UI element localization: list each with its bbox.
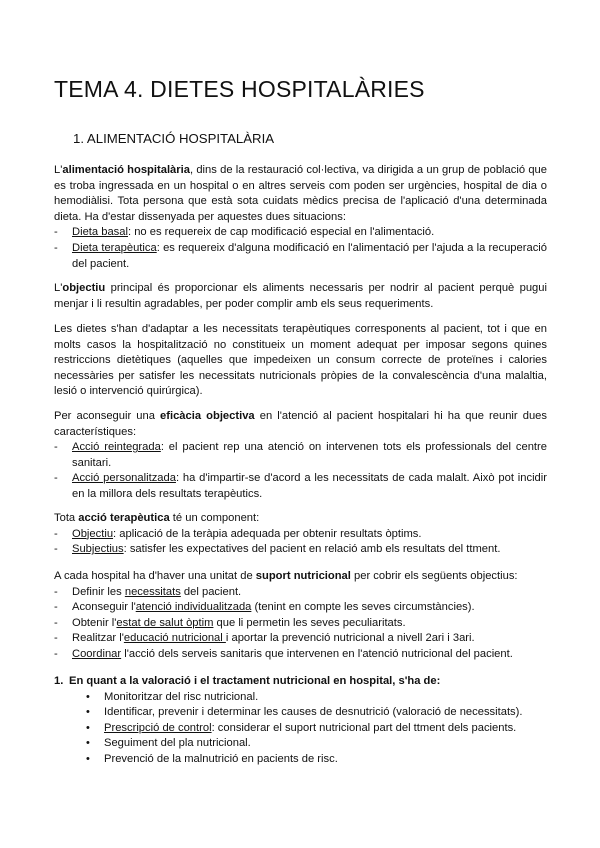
bold-term: objectiu bbox=[62, 282, 106, 294]
paragraph-suport bbox=[54, 569, 547, 663]
underlined-term: necessitats bbox=[124, 585, 181, 598]
text-run: , dins de la restauració col·lectiva, va dirigida a un grup de població que es troba ingressada en un hospital o en altres serveis com poden ser urgències, hospital de dia o hemodiàlisi. Tota persona que està sota cuidats mèdics precisa de l'aplicació d'una determinada dieta. Ha d'estar dissenyada per aquestes dues situacions: bbox=[54, 164, 547, 223]
text-run: l'acció dels serveis sanitaris que intervenen en l'atenció nutricional del pacient. bbox=[121, 647, 513, 660]
underlined-term: Coordinar bbox=[72, 647, 122, 660]
underlined-term: Prescripció de control bbox=[104, 721, 212, 734]
underlined-term: Dieta basal bbox=[72, 226, 128, 239]
list-item bbox=[54, 440, 547, 471]
dash-marker: - bbox=[54, 585, 58, 598]
text-run: : considerar el suport nutricional part del ttment dels pacients. bbox=[211, 721, 517, 734]
paragraph-alimentacio bbox=[54, 163, 547, 272]
dash-marker: - bbox=[54, 241, 58, 254]
bold-term: eficàcia objectiva bbox=[160, 410, 255, 422]
text-run: A cada hospital ha d'haver una unitat de bbox=[54, 570, 256, 582]
text-run: Realitzar l' bbox=[72, 632, 124, 645]
bullet-item bbox=[54, 721, 547, 737]
bullet-marker: • bbox=[86, 706, 90, 719]
underlined-term: estat de salut òptim bbox=[116, 616, 214, 629]
bullet-marker: • bbox=[86, 721, 90, 734]
list-item bbox=[54, 585, 547, 601]
number-marker: 1. bbox=[54, 675, 64, 687]
text-run: té un component: bbox=[169, 512, 260, 524]
text-run: : ha d'impartir-se d'acord a les necessitats de cada malalt. Això pot incidir en la millora dels resultats terapèutics. bbox=[72, 472, 547, 500]
underlined-term: Acció personalitzada bbox=[72, 472, 176, 485]
dash-marker: - bbox=[54, 647, 58, 660]
text-run: L' bbox=[54, 282, 63, 294]
bold-term: suport nutricional bbox=[255, 570, 351, 582]
text-run: Per aconseguir una bbox=[54, 410, 161, 422]
text-run: : satisfer les expectatives del pacient en relació amb els resultats del ttment. bbox=[123, 543, 501, 556]
numbered-heading-text: En quant a la valoració i el tractament nutricional en hospital, s'ha de: bbox=[69, 675, 441, 687]
dash-marker: - bbox=[54, 543, 58, 556]
text-run: Prevenció de la malnutrició en pacients de risc. bbox=[104, 752, 338, 765]
list-item bbox=[54, 631, 547, 647]
bullet-marker: • bbox=[86, 690, 90, 703]
numbered-section bbox=[54, 674, 547, 768]
list-item bbox=[54, 647, 547, 663]
paragraph-text bbox=[54, 511, 547, 527]
text-run: : aplicació de la teràpia adequada per obtenir resultats òptims. bbox=[113, 527, 422, 540]
text-run: i aportar la prevenció nutricional a nivell 2ari i 3ari. bbox=[225, 632, 475, 645]
section-heading: 1. ALIMENTACIÓ HOSPITALÀRIA bbox=[73, 131, 275, 146]
paragraph-dietes bbox=[54, 322, 547, 400]
bullet-item bbox=[54, 705, 547, 721]
list-item bbox=[54, 616, 547, 632]
underlined-term: Dieta terapèutica bbox=[72, 241, 157, 254]
text-run: per cobrir els següents objectius: bbox=[350, 570, 518, 582]
bold-term: alimentació hospitalària bbox=[62, 164, 190, 176]
text-run: (tenint en compte les seves circumstàncies). bbox=[251, 601, 475, 614]
bullet-item bbox=[54, 690, 547, 706]
paragraph-text: Les dietes s'han d'adaptar a les necessitats terapèutiques corresponents al pacient, tot i que en molts casos la hospitalització no constitueix un moment adequat per imposar segons quines restriccions dietètiques (aquelles que impedeixen un consum correcte de proteïnes i calories necessàries per satisfer les necessitats nutricionals pròpies de la convalescència d'una malaltia, lesió o intervenció quirúrgica). bbox=[54, 323, 547, 398]
text-run: Seguiment del pla nutricional. bbox=[104, 737, 251, 750]
paragraph-eficacia bbox=[54, 409, 547, 503]
underlined-term: atenció individualitzada bbox=[135, 601, 252, 614]
text-run: del pacient. bbox=[180, 585, 242, 598]
underlined-term: Subjectius bbox=[72, 543, 124, 556]
bullet-marker: • bbox=[86, 737, 90, 750]
underlined-term: Acció reintegrada bbox=[72, 441, 161, 454]
text-run: L' bbox=[54, 164, 63, 176]
dash-marker: - bbox=[54, 527, 58, 540]
paragraph-text bbox=[54, 569, 547, 585]
bullet-item bbox=[54, 736, 547, 752]
list-item bbox=[54, 527, 547, 543]
text-run: en l'atenció al pacient hospitalari hi ha que reunir dues característiques: bbox=[54, 410, 547, 438]
text-run: Monitoritzar del risc nutricional. bbox=[104, 690, 259, 703]
numbered-heading bbox=[54, 674, 547, 690]
text-run: : no es requereix de cap modificació especial en l'alimentació. bbox=[127, 226, 435, 239]
text-run: que li permetin les seves peculiaritats. bbox=[213, 616, 406, 629]
bullet-item bbox=[54, 752, 547, 768]
text-run: Definir les bbox=[72, 585, 125, 598]
paragraph-objectiu bbox=[54, 281, 547, 312]
dash-marker: - bbox=[54, 632, 58, 645]
list-item bbox=[54, 241, 547, 272]
dash-marker: - bbox=[54, 226, 58, 239]
paragraph-text bbox=[54, 281, 547, 312]
paragraph-accio bbox=[54, 511, 547, 558]
page-title: TEMA 4. DIETES HOSPITALÀRIES bbox=[54, 76, 425, 102]
text-run: : es requereix d'alguna modificació en l'alimentació per l'ajuda a la recuperació del pacient. bbox=[72, 241, 547, 270]
dash-marker: - bbox=[54, 616, 58, 629]
dash-marker: - bbox=[54, 472, 58, 485]
text-run: Aconseguir l' bbox=[72, 601, 136, 614]
list-item bbox=[54, 225, 547, 241]
list-item bbox=[54, 542, 547, 558]
bold-term: acció terapèutica bbox=[78, 512, 170, 524]
underlined-term: educació nutricional bbox=[123, 632, 226, 645]
list-item bbox=[54, 600, 547, 616]
text-run: Tota bbox=[54, 512, 79, 524]
paragraph-text bbox=[54, 409, 547, 440]
bullet-marker: • bbox=[86, 752, 90, 765]
text-run: principal és proporcionar els aliments necessaris per nodrir al pacient perquè pugui menjar i li resultin agradables, per poder complir amb els seus requeriments. bbox=[54, 282, 547, 310]
text-run: Identificar, prevenir i determinar les causes de desnutrició (valoració de necessitats). bbox=[104, 706, 523, 719]
paragraph-text bbox=[54, 163, 547, 225]
text-run: : el pacient rep una atenció on intervenen tots els professionals del centre sanitari. bbox=[72, 441, 547, 469]
list-item bbox=[54, 471, 547, 502]
dash-marker: - bbox=[54, 441, 58, 454]
dash-marker: - bbox=[54, 601, 58, 614]
text-run: Obtenir l' bbox=[72, 616, 117, 629]
underlined-term: Objectiu bbox=[72, 527, 114, 540]
